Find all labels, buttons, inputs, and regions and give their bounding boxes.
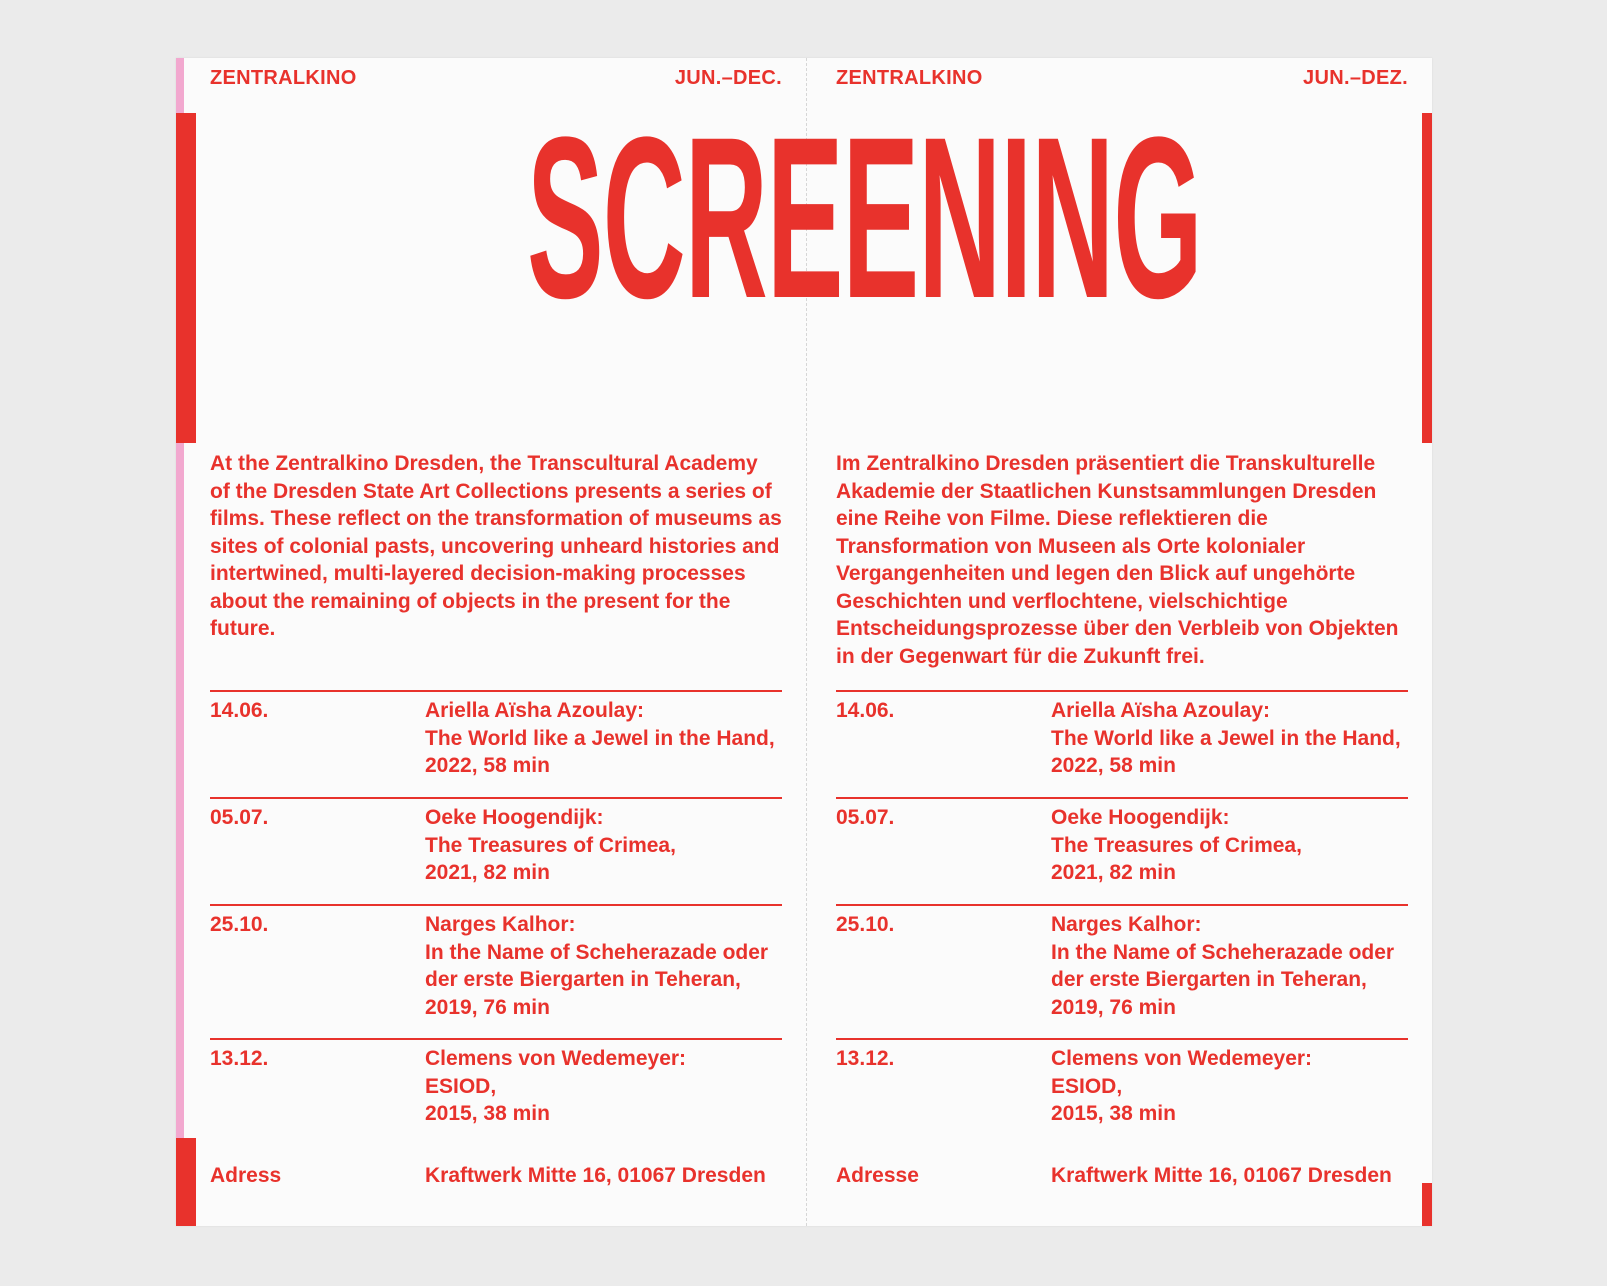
address-label: Adress xyxy=(210,1164,282,1187)
screening-film xyxy=(1051,911,1408,1038)
intro-text: Im Zentralkino Dresden präsentiert die Transkulturelle Akademie der Staatlichen Kunstsammlungen Dresden eine Reihe von Filme. Diese reflektieren die Transformation von Museen als Orte kolonialer Vergangenheiten und legen den Blick auf ungehörte Geschichten und verflochtene, vielschichtige Entscheidungsprozesse über den Verbleib von Objekten in der Gegenwart für die Zukunft frei. xyxy=(836,452,1399,668)
screening-film xyxy=(425,911,782,1038)
film-director: Ariella Aïsha Azoulay: xyxy=(1051,699,1271,722)
panel-english xyxy=(210,58,782,1226)
edge-bar-red-right-top xyxy=(1422,113,1432,443)
screening-date: 13.12. xyxy=(210,1047,269,1070)
flyer-sheet xyxy=(176,58,1432,1226)
period: JUN.–DEC. xyxy=(674,67,782,89)
screening-date: 14.06. xyxy=(836,699,895,722)
screening-row xyxy=(210,690,782,797)
film-title: ESIOD, xyxy=(1051,1074,1123,1098)
screening-date: 25.10. xyxy=(836,913,895,936)
film-meta: 2015, 38 min xyxy=(425,1102,550,1125)
film-meta: 2021, 82 min xyxy=(425,861,550,884)
film-meta: 2019, 76 min xyxy=(1051,995,1176,1019)
film-meta: 2022, 58 min xyxy=(425,754,550,777)
screening-film xyxy=(1051,804,1408,904)
film-meta: 2015, 38 min xyxy=(1051,1102,1176,1125)
screening-row xyxy=(836,904,1408,1038)
film-title: In the Name of Scheherazade oder der erste Biergarten in Teheran, xyxy=(1051,940,1395,991)
address-row xyxy=(836,1162,1408,1190)
screening-row xyxy=(210,904,782,1038)
screening-date: 13.12. xyxy=(836,1047,895,1070)
screening-row xyxy=(210,797,782,904)
film-meta: 2019, 76 min xyxy=(425,995,550,1019)
address-row xyxy=(210,1162,782,1190)
film-director: Ariella Aïsha Azoulay: xyxy=(425,699,645,722)
address-value: Kraftwerk Mitte 16, 01067 Dresden xyxy=(425,1164,766,1187)
edge-bar-red-right-bottom xyxy=(1422,1183,1432,1226)
venue-name: ZENTRALKINO xyxy=(210,67,357,89)
film-director: Clemens von Wedemeyer: xyxy=(425,1047,687,1070)
screening-row xyxy=(836,1038,1408,1145)
film-director: Oeke Hoogendijk: xyxy=(425,806,604,829)
film-title: In the Name of Scheherazade oder der erste Biergarten in Teheran, xyxy=(425,940,769,991)
film-title: The World like a Jewel in the Hand, xyxy=(425,726,775,750)
film-title: The Treasures of Crimea, xyxy=(1051,833,1302,857)
address-label: Adresse xyxy=(836,1164,919,1187)
screening-date: 14.06. xyxy=(210,699,269,722)
panel-german xyxy=(836,58,1408,1226)
screening-row xyxy=(836,797,1408,904)
screening-date: 05.07. xyxy=(210,806,269,829)
screening-list xyxy=(210,690,782,1145)
screening-list xyxy=(836,690,1408,1145)
film-title: The World like a Jewel in the Hand, xyxy=(1051,726,1401,750)
screening-film xyxy=(1051,697,1408,797)
edge-bar-red-left-bottom xyxy=(176,1138,196,1226)
header xyxy=(210,67,782,90)
venue-name: ZENTRALKINO xyxy=(836,67,983,89)
film-director: Narges Kalhor: xyxy=(1051,913,1202,936)
intro-text: At the Zentralkino Dresden, the Transcultural Academy of the Dresden State Art Collections presents a series of films. These reflect on the transformation of museums as sites of colonial pasts, uncovering unheard histories and intertwined, multi-layered decision-making processes about the remaining of objects in the present for the future. xyxy=(210,452,782,640)
film-meta: 2021, 82 min xyxy=(1051,861,1176,884)
film-director: Oeke Hoogendijk: xyxy=(1051,806,1230,829)
film-director: Narges Kalhor: xyxy=(425,913,576,936)
screening-row xyxy=(210,1038,782,1145)
period: JUN.–DEZ. xyxy=(1303,67,1408,89)
screening-date: 05.07. xyxy=(836,806,895,829)
film-title: ESIOD, xyxy=(425,1074,497,1098)
page-title: SCREENING xyxy=(527,89,1202,346)
film-meta: 2022, 58 min xyxy=(1051,754,1176,777)
screening-film xyxy=(1051,1045,1408,1145)
screening-film xyxy=(425,697,782,797)
film-title: The Treasures of Crimea, xyxy=(425,833,676,857)
address-value: Kraftwerk Mitte 16, 01067 Dresden xyxy=(1051,1164,1392,1187)
film-director: Clemens von Wedemeyer: xyxy=(1051,1047,1313,1070)
screening-film xyxy=(425,804,782,904)
edge-bar-red-left-top xyxy=(176,113,196,443)
screening-date: 25.10. xyxy=(210,913,269,936)
header xyxy=(836,67,1408,90)
screening-film xyxy=(425,1045,782,1145)
screening-row xyxy=(836,690,1408,797)
